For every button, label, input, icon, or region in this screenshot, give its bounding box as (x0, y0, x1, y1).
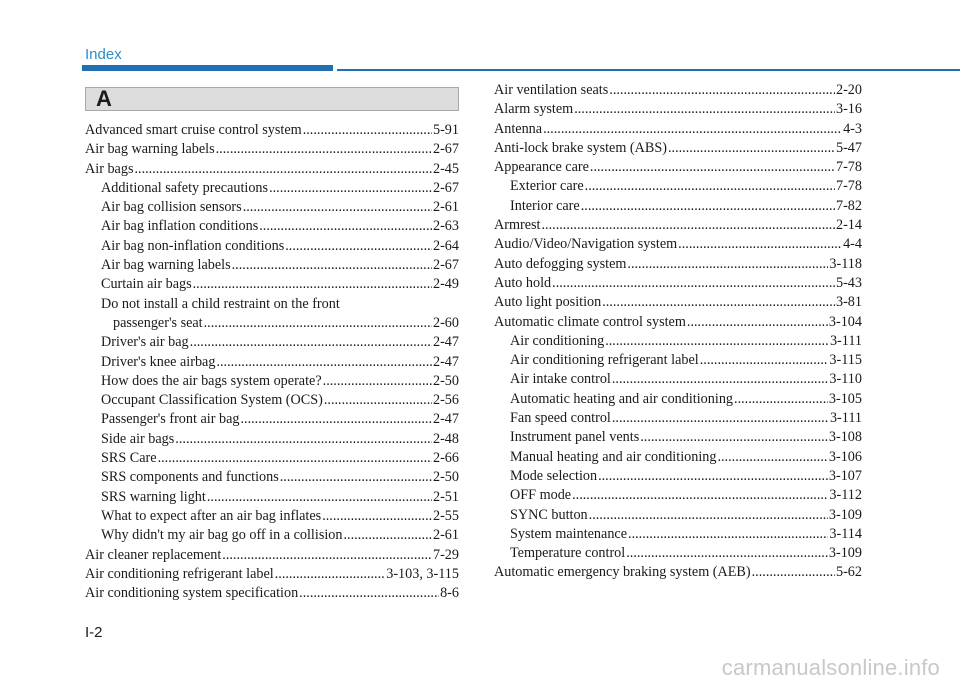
index-title: Index (85, 46, 122, 63)
index-entry (85, 275, 459, 294)
index-entry (494, 216, 862, 235)
index-entry-text: Driver's air bag (101, 334, 189, 351)
index-entry-page[interactable]: 2-67 (432, 179, 459, 196)
index-entry-page[interactable]: 4-3 (843, 120, 862, 137)
index-entry (494, 409, 862, 428)
index-entry-page[interactable]: 2-50 (432, 469, 459, 486)
index-entry-page[interactable]: 3-114 (829, 525, 862, 542)
index-entry-page[interactable]: 7-29 (432, 546, 459, 563)
index-entry-page[interactable]: 2-64 (432, 237, 459, 254)
index-entry (494, 448, 862, 467)
index-column-left (85, 121, 459, 603)
index-entry (494, 274, 862, 293)
dot-leader (572, 486, 828, 505)
index-entry (494, 563, 862, 582)
index-entry-page[interactable]: 5-47 (835, 139, 862, 156)
index-entry-text: OFF mode (510, 487, 572, 504)
index-entry (85, 410, 459, 429)
index-entry-page[interactable]: 3-118 (829, 255, 862, 272)
index-entry-page[interactable]: 2-47 (432, 411, 459, 428)
index-entry (85, 140, 459, 159)
dot-leader (323, 372, 432, 391)
dot-leader (280, 468, 432, 487)
dot-leader (222, 546, 432, 565)
index-entry-text: Mode selection (510, 467, 598, 484)
index-entry-text: Occupant Classification System (OCS) (101, 392, 323, 409)
dot-leader (204, 314, 432, 333)
index-entry-page[interactable]: 8-6 (440, 585, 459, 602)
index-entry (85, 507, 459, 526)
section-letter-box (85, 87, 459, 111)
index-entry (85, 121, 459, 140)
index-column-right (494, 81, 862, 583)
index-entry-text: Air conditioning (510, 332, 605, 349)
index-entry-text: Additional safety precautions (101, 179, 269, 196)
index-entry-page[interactable]: 5-62 (835, 564, 862, 581)
index-entry-text: SRS components and functions (101, 469, 279, 486)
dot-leader (700, 351, 829, 370)
dot-leader (668, 139, 835, 158)
index-entry-text: SRS Care (101, 450, 157, 467)
index-entry-page[interactable]: 3-16 (835, 101, 862, 118)
index-entry-page[interactable]: 3-103, 3-115 (386, 565, 459, 582)
index-entry (494, 544, 862, 563)
dot-leader (598, 467, 828, 486)
index-entry-text: Auto defogging system (494, 255, 627, 272)
dot-leader (589, 506, 828, 525)
index-entry-page[interactable]: 3-111 (829, 410, 862, 427)
index-entry-text: Air bag collision sensors (101, 199, 242, 216)
index-entry (494, 158, 862, 177)
index-entry-text: Air bag warning labels (101, 257, 231, 274)
dot-leader (269, 179, 432, 198)
dot-leader (717, 448, 827, 467)
index-entry (85, 217, 459, 236)
index-entry-page[interactable]: 2-55 (432, 507, 459, 524)
dot-leader (602, 293, 835, 312)
dot-leader (626, 544, 828, 563)
page-number: I-2 (85, 624, 103, 641)
index-entry-page[interactable]: 2-60 (432, 314, 459, 331)
index-entry-text: Air bags (85, 160, 134, 177)
index-entry-page[interactable]: 2-61 (432, 527, 459, 544)
index-entry-text: SRS warning light (101, 488, 206, 505)
index-entry-page[interactable]: 3-115 (829, 352, 862, 369)
index-entry-page[interactable]: 3-111 (829, 332, 862, 349)
index-entry-text: Automatic heating and air conditioning (510, 390, 734, 407)
index-entry-page[interactable]: 2-61 (432, 199, 459, 216)
index-entry (494, 235, 862, 254)
index-entry (85, 430, 459, 449)
index-entry (85, 391, 459, 410)
index-entry-text: Air bag warning labels (85, 141, 215, 158)
index-entry-text: Air conditioning system specification (85, 585, 299, 602)
dot-leader (678, 235, 842, 254)
index-entry-page[interactable]: 7-78 (835, 178, 862, 195)
index-entry (494, 177, 862, 196)
dot-leader (542, 216, 835, 235)
index-entry (85, 237, 459, 256)
dot-leader (734, 390, 828, 409)
index-entry (494, 370, 862, 389)
dot-leader (585, 177, 835, 196)
index-entry-text: What to expect after an air bag inflates (101, 507, 322, 524)
index-entry-page[interactable]: 3-81 (835, 294, 862, 311)
index-entry-page[interactable]: 3-112 (829, 487, 862, 504)
dot-leader (627, 255, 828, 274)
header-rule-dark (82, 65, 333, 71)
index-entry-text: Air bag non-inflation conditions (101, 237, 285, 254)
index-entry-text: Passenger's front air bag (101, 411, 240, 428)
dot-leader (240, 410, 432, 429)
dot-leader (752, 563, 835, 582)
dot-leader (324, 391, 432, 410)
index-entry (85, 584, 459, 603)
index-entry (494, 255, 862, 274)
index-entry-text: Do not install a child restraint on the front (101, 295, 340, 312)
index-entry (85, 488, 459, 507)
index-entry-text: Air intake control (510, 371, 611, 388)
index-entry-page[interactable]: 2-51 (432, 488, 459, 505)
index-entry (494, 293, 862, 312)
index-entry-text: Automatic climate control system (494, 313, 686, 330)
index-entry (494, 332, 862, 351)
index-entry (85, 353, 459, 372)
index-entry-text: Antenna (494, 120, 543, 137)
index-entry-page[interactable]: 3-110 (829, 371, 862, 388)
index-entry (85, 468, 459, 487)
index-entry-text: Air bag inflation conditions (101, 218, 259, 235)
index-entry-page[interactable]: 2-56 (432, 392, 459, 409)
index-entry-text: Side air bags (101, 430, 175, 447)
index-entry (494, 81, 862, 100)
index-entry (85, 256, 459, 275)
index-entry (85, 372, 459, 391)
index-entry-text: Why didn't my air bag go off in a collision (101, 527, 343, 544)
dot-leader (687, 313, 828, 332)
dot-leader (612, 409, 829, 428)
dot-leader (216, 140, 432, 159)
index-entry-text: Instrument panel vents (510, 429, 640, 446)
dot-leader (175, 430, 432, 449)
index-entry-page[interactable]: 7-82 (835, 197, 862, 214)
index-entry-text: Audio/Video/Navigation system (494, 236, 678, 253)
index-entry-text: Alarm system (494, 101, 574, 118)
dot-leader (216, 353, 432, 372)
index-entry-page[interactable]: 2-47 (432, 334, 459, 351)
index-entry (494, 467, 862, 486)
dot-leader (275, 565, 386, 584)
index-entry-page[interactable]: 3-108 (828, 429, 862, 446)
dot-leader (628, 525, 828, 544)
dot-leader (574, 100, 835, 119)
index-entry (85, 546, 459, 565)
index-entry-page[interactable]: 2-67 (432, 141, 459, 158)
dot-leader (259, 217, 432, 236)
section-letter: A (96, 86, 112, 111)
index-entry (494, 313, 862, 332)
index-entry (85, 295, 459, 314)
dot-leader (207, 488, 432, 507)
index-entry-page[interactable]: 3-109 (828, 545, 862, 562)
index-entry-text: Auto hold (494, 274, 552, 291)
index-entry-page[interactable]: 3-105 (828, 390, 862, 407)
index-entry-page[interactable]: 2-66 (432, 450, 459, 467)
index-entry-page[interactable]: 3-107 (828, 467, 862, 484)
index-entry-text: Automatic emergency braking system (AEB) (494, 564, 751, 581)
index-entry-text: Temperature control (510, 545, 626, 562)
index-entry-text: Armrest (494, 217, 541, 234)
index-entry-page[interactable]: 2-63 (432, 218, 459, 235)
dot-leader (543, 120, 842, 139)
index-entry-text: Auto light position (494, 294, 602, 311)
index-entry-text: Air conditioning refrigerant label (510, 352, 699, 369)
index-entry-page[interactable]: 3-109 (828, 506, 862, 523)
header-rule-light (337, 69, 960, 71)
index-entry-page[interactable]: 2-50 (432, 372, 459, 389)
dot-leader (232, 256, 432, 275)
dot-leader (299, 584, 439, 603)
index-entry-page[interactable]: 2-45 (432, 160, 459, 177)
index-entry-text: Anti-lock brake system (ABS) (494, 139, 667, 156)
index-entry (494, 506, 862, 525)
index-entry-page[interactable]: 2-47 (432, 353, 459, 370)
index-entry (85, 526, 459, 545)
dot-leader (322, 507, 432, 526)
index-entry-page[interactable]: 2-14 (835, 217, 862, 234)
index-entry-text: Driver's knee airbag (101, 353, 216, 370)
dot-leader (158, 449, 432, 468)
index-entry-text: Exterior care (510, 178, 584, 195)
index-entry (85, 198, 459, 217)
index-entry-text: Air cleaner replacement (85, 546, 222, 563)
index-entry (494, 197, 862, 216)
index-entry (494, 428, 862, 447)
index-entry-page[interactable]: 2-20 (835, 82, 862, 98)
index-entry-page[interactable]: 2-48 (432, 430, 459, 447)
index-entry (494, 120, 862, 139)
index-entry-page[interactable]: 7-78 (835, 159, 862, 176)
dot-leader (640, 428, 828, 447)
index-entry-page[interactable]: 3-106 (828, 448, 862, 465)
dot-leader (609, 81, 835, 100)
watermark: carmanualsonline.info (721, 655, 940, 680)
dot-leader (590, 158, 835, 177)
dot-leader (193, 275, 432, 294)
dot-leader (190, 333, 432, 352)
index-entry-page[interactable]: 3-104 (828, 313, 862, 330)
dot-leader (552, 274, 835, 293)
index-entry-page[interactable]: 2-49 (432, 276, 459, 293)
index-entry-page[interactable]: 4-4 (843, 236, 862, 253)
index-entry-text: Interior care (510, 197, 580, 214)
index-entry-text: Air conditioning refrigerant label (85, 565, 274, 582)
index-entry-text: Fan speed control (510, 410, 611, 427)
index-entry-text: Air ventilation seats (494, 82, 609, 98)
dot-leader (581, 197, 835, 216)
index-entry (494, 139, 862, 158)
index-entry (85, 449, 459, 468)
dot-leader (243, 198, 432, 217)
index-entry-text: Manual heating and air conditioning (510, 448, 717, 465)
dot-leader (605, 332, 829, 351)
dot-leader (134, 160, 432, 179)
index-entry-page[interactable]: 5-91 (432, 122, 459, 138)
dot-leader (343, 526, 432, 545)
index-entry-text: Curtain air bags (101, 276, 192, 293)
index-entry (494, 486, 862, 505)
dot-leader (612, 370, 829, 389)
index-entry (85, 314, 459, 333)
dot-leader (285, 237, 432, 256)
dot-leader (303, 121, 432, 140)
index-entry-text: passenger's seat (113, 314, 203, 331)
index-entry (494, 351, 862, 370)
index-entry (85, 333, 459, 352)
index-entry (85, 565, 459, 584)
index-entry (85, 179, 459, 198)
index-entry (85, 160, 459, 179)
index-entry (494, 100, 862, 119)
index-entry-text: Advanced smart cruise control system (85, 122, 302, 138)
index-entry-text: Appearance care (494, 159, 589, 176)
index-entry-page[interactable]: 5-43 (835, 274, 862, 291)
index-entry-page[interactable]: 2-67 (432, 257, 459, 274)
index-entry-text: How does the air bags system operate? (101, 372, 322, 389)
index-entry (494, 390, 862, 409)
index-entry (494, 525, 862, 544)
index-entry-text: System maintenance (510, 525, 628, 542)
index-entry-text: SYNC button (510, 506, 588, 523)
